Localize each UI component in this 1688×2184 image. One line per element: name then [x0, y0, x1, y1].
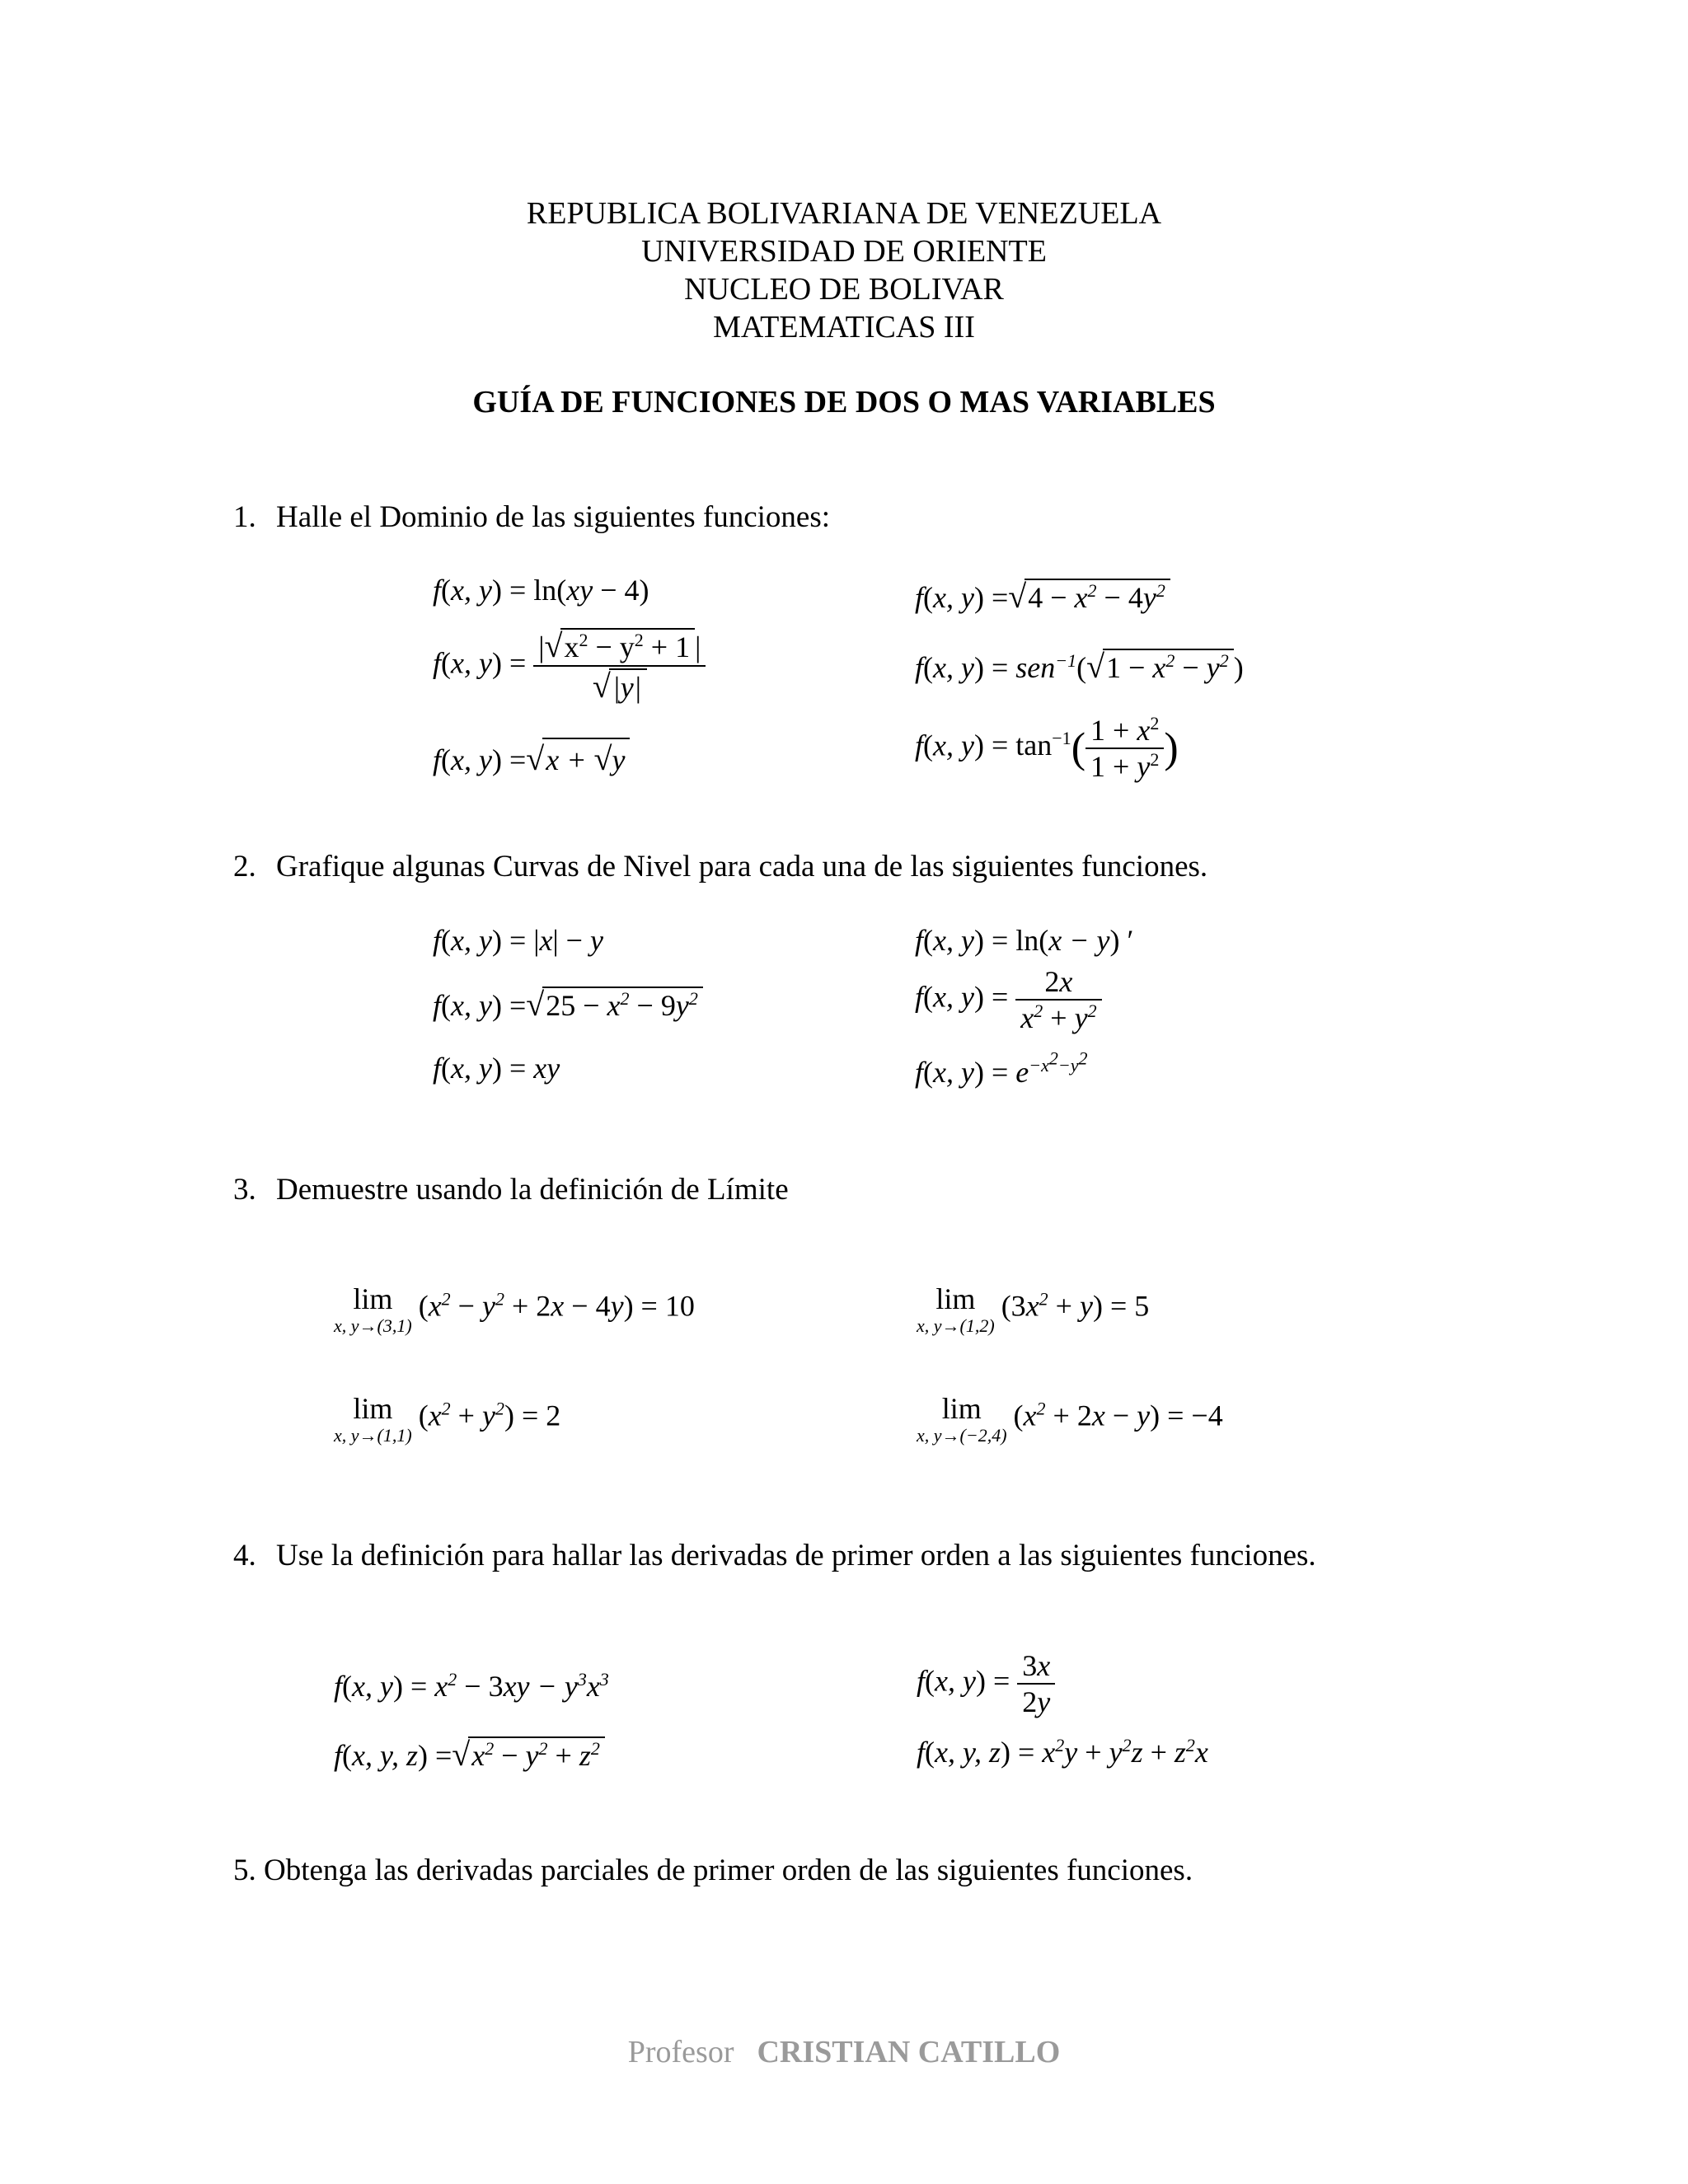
header-university: UNIVERSIDAD DE ORIENTE — [641, 234, 1047, 269]
formula: f(x, y) = xy — [433, 1052, 560, 1085]
question-5 — [233, 1853, 1193, 1888]
formula: f(x, $y) = sen^{-1}(√1 - x^2 - y^2$ ) — [915, 648, 1244, 685]
formula: lim x, y→(3,1) $(x^2 - y^2 + 2x - 4y) = 10$ — [334, 1282, 695, 1336]
question-text: Halle el Dominio de las siguientes funciones: — [276, 500, 831, 534]
header-country: REPUBLICA BOLIVARIANA DE VENEZUELA — [526, 196, 1162, 231]
formula: f(x, y) = |x| − y — [433, 924, 603, 957]
question-text: Use la definición para hallar las derivadas de primer orden a las siguientes funciones. — [276, 1539, 1316, 1572]
question-1 — [233, 499, 830, 535]
formula: f(x, $y) = x^2 - 3xy - y^3x^3$ — [334, 1669, 609, 1703]
footer — [0, 2034, 1688, 2070]
formula: f(x, y) = ln(x − y) ′ — [915, 924, 1134, 957]
question-text: Grafique algunas Curvas de Nivel para cada una de las siguientes funciones. — [276, 850, 1208, 883]
formula: lim x, y→(1,1) $(x^2 + y^2) = 2$ — [334, 1392, 561, 1446]
formula: f(x, y) = $\frac{3x}{2y}$ — [917, 1648, 1055, 1719]
question-number: 4. — [233, 1539, 256, 1572]
formula: lim x, y→(1,2) $(3x^2 + y) = 5$ — [917, 1282, 1150, 1336]
question-number: 5. — [233, 1854, 256, 1887]
header-course: MATEMATICAS III — [713, 310, 975, 344]
formula: f(x, y) =√x + √y — [433, 738, 630, 778]
formula: f(x, $y) = e^{-x^2-y^2}$ — [915, 1047, 1088, 1089]
question-number: 2. — [233, 850, 256, 883]
formula: f(x, $y) =√4 - x^2 - 4y^2$ — [915, 577, 1170, 616]
formula: f(x, $y) = \tan^{-1}$( $\frac{1 + x^2}{1 + y^2}$ ) — [915, 713, 1179, 783]
formula: lim x, y→(−2,4) $(x^2 + 2x - y) = -4$ — [917, 1392, 1223, 1446]
document-title: GUÍA DE FUNCIONES DE DOS O MAS VARIABLES — [472, 385, 1216, 419]
professor-name: CRISTIAN CATILLO — [757, 2035, 1061, 2069]
question-3 — [233, 1172, 789, 1207]
footer-label: Profesor — [627, 2035, 734, 2069]
question-number: 1. — [233, 500, 256, 534]
formula: f(x, y) = $\frac{|√x^2 - y^2 + 1 |}{√|y|}$ — [433, 626, 706, 705]
formula: f(x, $y) =√25 - x^2 - 9y^2$ — [433, 985, 703, 1024]
header-campus: NUCLEO DE BOLIVAR — [684, 272, 1004, 307]
question-text: Obtenga las derivadas parciales de primer orden de las siguientes funciones. — [264, 1854, 1193, 1887]
question-text: Demuestre usando la definición de Límite — [276, 1173, 789, 1207]
formula: f(x, y, $z) =√x^2 - y^2 + z^2$ — [334, 1735, 605, 1774]
question-2 — [233, 849, 1207, 884]
question-number: 3. — [233, 1173, 256, 1207]
question-4 — [233, 1538, 1316, 1573]
formula: f(x, y) = ln(xy − 4) — [433, 574, 649, 607]
formula: f(x, y) = $\frac{2x}{x^2 + y^2}$ — [915, 964, 1102, 1035]
formula: f(x, y, $z) = x^2y + y^2z + z^2x$ — [917, 1735, 1208, 1769]
